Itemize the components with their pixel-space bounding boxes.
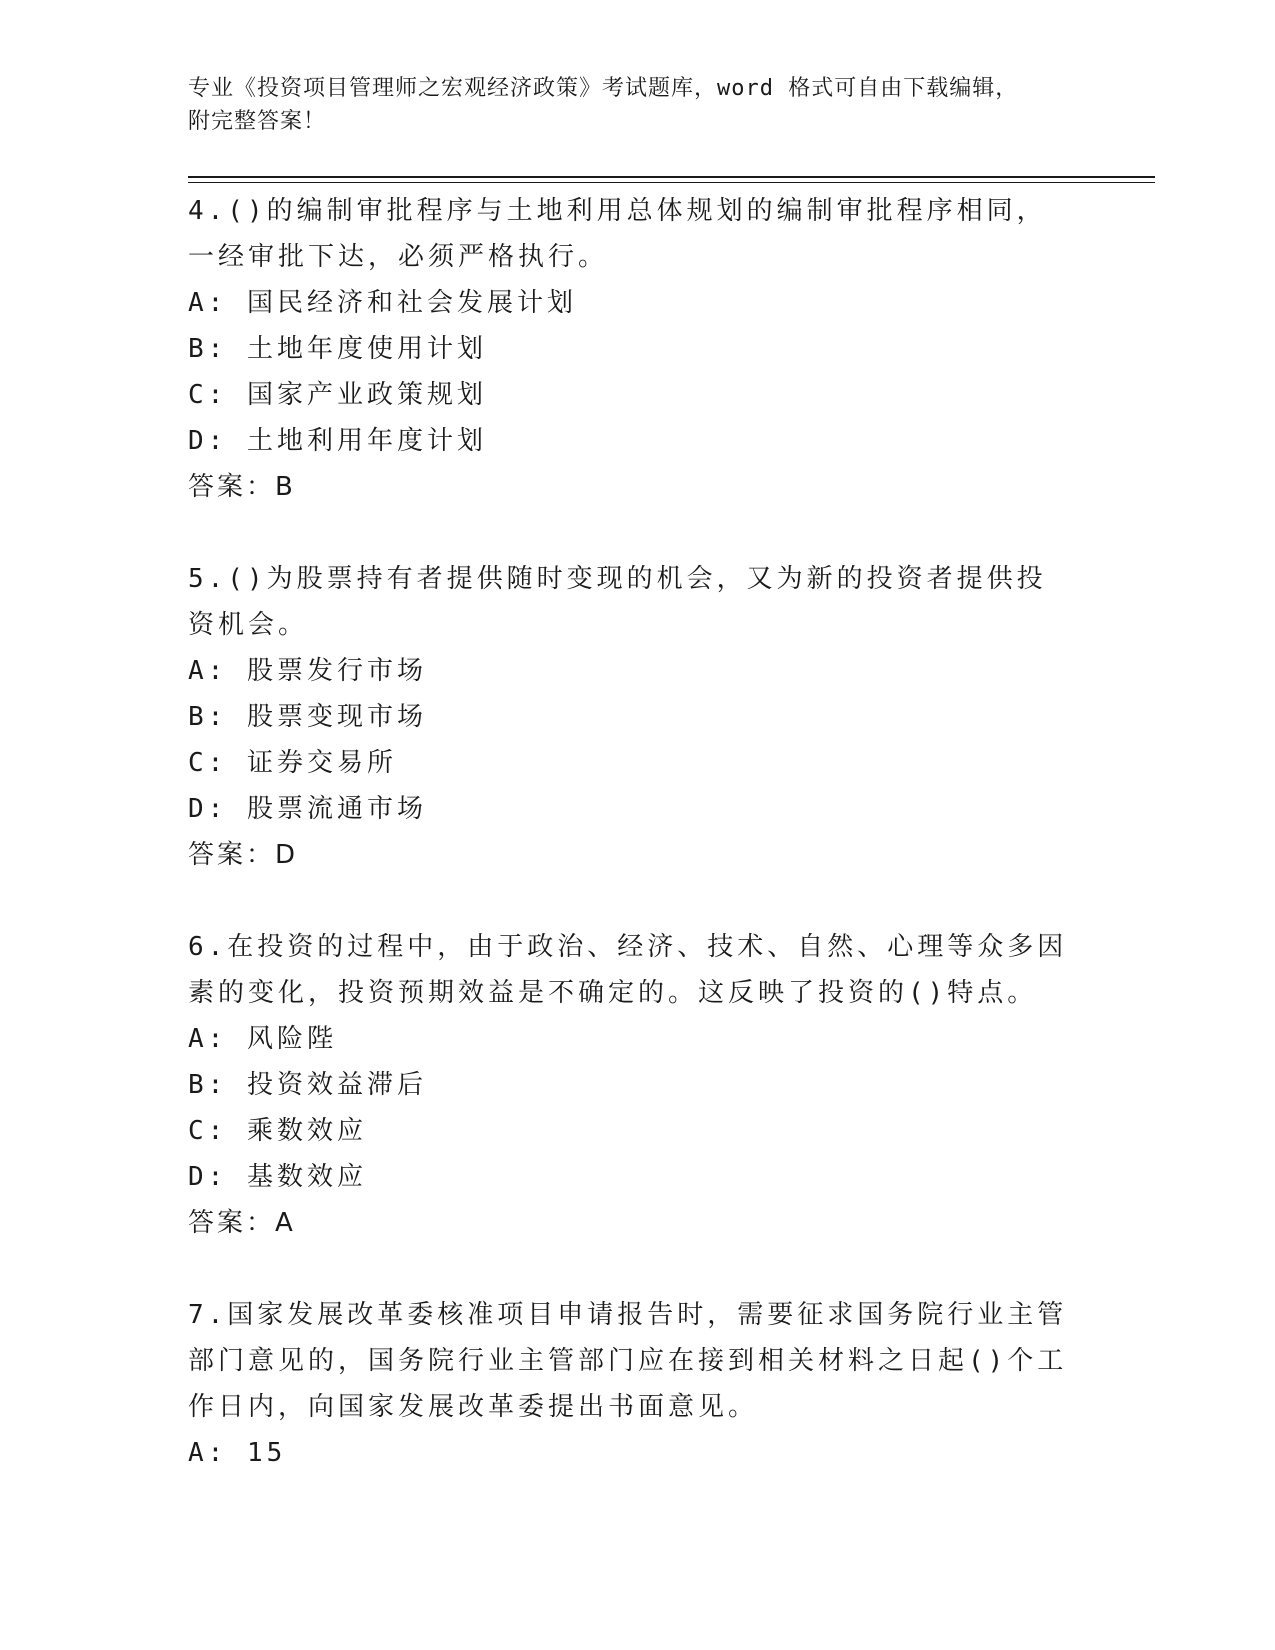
question-text: 6.在投资的过程中，由于政治、经济、技术、自然、心理等众多因素的变化，投资预期效益是不确定的。这反映了投资的()特点。	[188, 932, 1068, 1008]
option-a: A: 风险陛	[188, 1024, 337, 1054]
option-c: C: 国家产业政策规划	[188, 380, 487, 410]
option-c: C: 证券交易所	[188, 748, 397, 778]
question-list	[188, 188, 1068, 1476]
option-b: B: 股票变现市场	[188, 702, 427, 732]
question-spacer	[188, 878, 1068, 924]
question-spacer	[188, 510, 1068, 556]
question-spacer	[188, 1246, 1068, 1292]
question-7	[188, 1292, 1068, 1476]
header-divider-thin	[188, 182, 1155, 183]
question-4	[188, 188, 1068, 510]
option-d: D: 土地利用年度计划	[188, 426, 487, 456]
answer-line: 答案：D	[188, 840, 299, 870]
option-a: A: 股票发行市场	[188, 656, 427, 686]
option-d: D: 股票流通市场	[188, 794, 427, 824]
answer-line: 答案：A	[188, 1208, 296, 1238]
answer-line: 答案：B	[188, 472, 296, 502]
header-divider-thick	[188, 176, 1155, 178]
option-d: D: 基数效应	[188, 1162, 367, 1192]
question-text: 5.()为股票持有者提供随时变现的机会，又为新的投资者提供投资机会。	[188, 564, 1047, 640]
header-line-1: 专业《投资项目管理师之宏观经济政策》考试题库，word 格式可自由下载编辑，	[188, 76, 1019, 101]
document-header	[188, 72, 1088, 138]
option-b: B: 投资效益滞后	[188, 1070, 427, 1100]
question-text: 4.()的编制审批程序与土地利用总体规划的编制审批程序相同，一经审批下达，必须严格执行。	[188, 196, 1047, 272]
option-c: C: 乘数效应	[188, 1116, 367, 1146]
option-b: B: 土地年度使用计划	[188, 334, 487, 364]
question-5	[188, 556, 1068, 878]
option-a: A: 国民经济和社会发展计划	[188, 288, 577, 318]
header-line-2: 附完整答案！	[188, 109, 327, 134]
option-a: A: 15	[188, 1438, 287, 1468]
question-6	[188, 924, 1068, 1246]
question-text: 7.国家发展改革委核准项目申请报告时，需要征求国务院行业主管部门意见的，国务院行业主管部门应在接到相关材料之日起()个工作日内，向国家发展改革委提出书面意见。	[188, 1300, 1068, 1422]
